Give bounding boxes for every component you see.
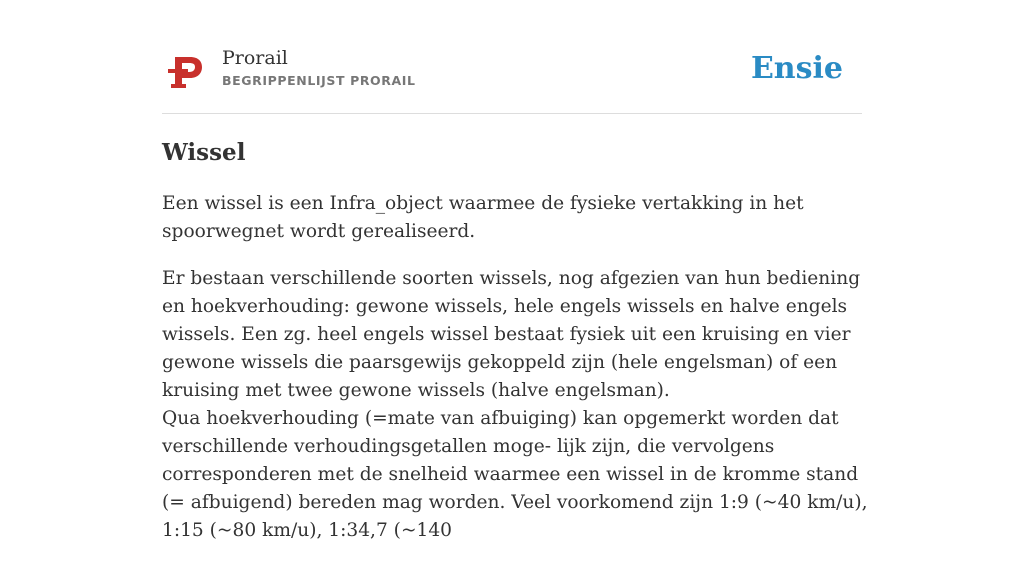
paragraph-text: Een wissel is een Infra_object waarmee de fysieke vertakking in het spoorwegnet wordt gerealiseerd. (162, 193, 804, 242)
site-logo[interactable]: Ensie (750, 51, 843, 86)
page-title: Wissel (162, 139, 246, 166)
paragraph-text: Er bestaan verschillende soorten wissels, nog afgezien van hun bediening en hoekverhouding: gewone wissels, hele engels wissels en halve engels wissels. Een zg. heel engels wissel bestaat fysiek uit een kruising en vier gewone wissels die paarsgewijs gekoppeld zijn (hele engelsman) of een kruising met twee gewone wissels (halve engelsman). Qua hoekverhouding (=mate van afbuiging) kan opgemerkt worden dat verschillende verhoudingsgetallen moge- lijk zijn, die vervolgens corresponderen met de snelheid waarmee een wissel in de kromme stand (= afbuigend) bereden mag worden. Veel voorkomend zijn 1:9 (~40 km/u), 1:15 (~80 km/u), 1:34,7 (~140 (162, 268, 868, 541)
article-paragraph (162, 265, 874, 545)
header (162, 40, 862, 114)
article-body (162, 190, 874, 564)
brand (222, 46, 416, 89)
brand-subtitle[interactable]: BEGRIPPENLIJST PRORAIL (222, 73, 416, 88)
article-paragraph (162, 190, 874, 246)
prorail-logo-icon[interactable] (168, 53, 204, 91)
brand-name[interactable]: Prorail (222, 47, 288, 69)
